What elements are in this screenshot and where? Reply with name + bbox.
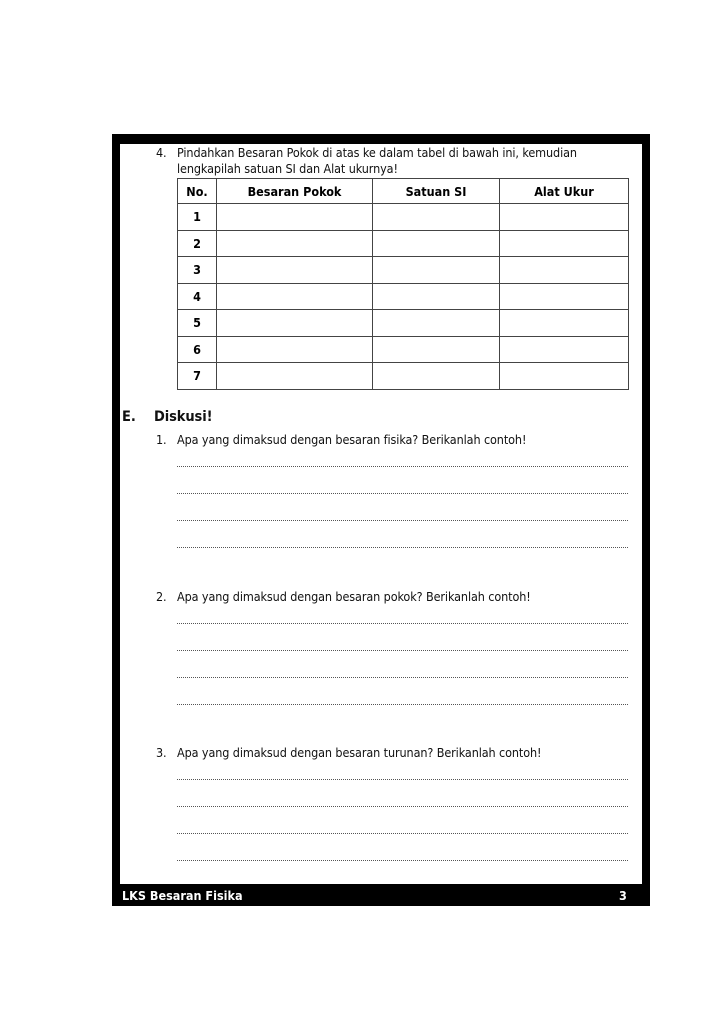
- answer-line[interactable]: [177, 675, 628, 678]
- cell-besaran[interactable]: [217, 257, 373, 284]
- answer-line[interactable]: [177, 702, 628, 705]
- row-number: 4: [178, 283, 217, 310]
- question-2-text: Apa yang dimaksud dengan besaran pokok? Berikanlah contoh!: [177, 589, 531, 604]
- answer-line[interactable]: [177, 777, 628, 780]
- cell-satuan[interactable]: [373, 204, 500, 231]
- cell-besaran[interactable]: [217, 310, 373, 337]
- cell-besaran[interactable]: [217, 230, 373, 257]
- table-row: [178, 283, 629, 310]
- cell-satuan[interactable]: [373, 257, 500, 284]
- question-3-text: Apa yang dimaksud dengan besaran turunan? Berikanlah contoh!: [177, 745, 542, 760]
- cell-alat[interactable]: [500, 257, 629, 284]
- table-row: [178, 336, 629, 363]
- cell-besaran[interactable]: [217, 204, 373, 231]
- table-row: [178, 204, 629, 231]
- question-1-number: 1.: [156, 432, 167, 447]
- cell-satuan[interactable]: [373, 283, 500, 310]
- cell-satuan[interactable]: [373, 310, 500, 337]
- row-number: 6: [178, 336, 217, 363]
- cell-besaran[interactable]: [217, 336, 373, 363]
- cell-satuan[interactable]: [373, 336, 500, 363]
- header-besaran-pokok: Besaran Pokok: [217, 179, 373, 204]
- section-title: Diskusi!: [154, 409, 213, 425]
- table-header-row: [178, 179, 629, 204]
- header-alat-ukur: Alat Ukur: [500, 179, 629, 204]
- answer-line[interactable]: [177, 545, 628, 548]
- cell-satuan[interactable]: [373, 230, 500, 257]
- answer-line[interactable]: [177, 831, 628, 834]
- row-number: 1: [178, 204, 217, 231]
- cell-alat[interactable]: [500, 230, 629, 257]
- header-satuan-si: Satuan SI: [373, 179, 500, 204]
- row-number: 5: [178, 310, 217, 337]
- answer-line[interactable]: [177, 491, 628, 494]
- question-3-number: 3.: [156, 745, 167, 760]
- answer-line[interactable]: [177, 858, 628, 861]
- answer-line[interactable]: [177, 621, 628, 624]
- besaran-pokok-table: [177, 178, 629, 390]
- header-no: No.: [178, 179, 217, 204]
- cell-alat[interactable]: [500, 336, 629, 363]
- table-row: [178, 230, 629, 257]
- table-row: [178, 257, 629, 284]
- cell-satuan[interactable]: [373, 363, 500, 390]
- row-number: 7: [178, 363, 217, 390]
- cell-besaran[interactable]: [217, 283, 373, 310]
- table-row: [178, 310, 629, 337]
- answer-line[interactable]: [177, 648, 628, 651]
- q4-text-line2: lengkapilah satuan SI dan Alat ukurnya!: [177, 161, 398, 176]
- q4-number: 4.: [156, 145, 167, 160]
- cell-alat[interactable]: [500, 363, 629, 390]
- table-row: [178, 363, 629, 390]
- question-1-text: Apa yang dimaksud dengan besaran fisika? Berikanlah contoh!: [177, 432, 527, 447]
- cell-alat[interactable]: [500, 283, 629, 310]
- answer-line[interactable]: [177, 804, 628, 807]
- cell-alat[interactable]: [500, 204, 629, 231]
- answer-line[interactable]: [177, 518, 628, 521]
- cell-alat[interactable]: [500, 310, 629, 337]
- row-number: 2: [178, 230, 217, 257]
- row-number: 3: [178, 257, 217, 284]
- answer-line[interactable]: [177, 464, 628, 467]
- section-letter: E.: [122, 409, 136, 425]
- footer-title: LKS Besaran Fisika: [122, 888, 243, 903]
- cell-besaran[interactable]: [217, 363, 373, 390]
- page-number: 3: [619, 888, 627, 903]
- q4-text-line1: Pindahkan Besaran Pokok di atas ke dalam tabel di bawah ini, kemudian: [177, 145, 577, 160]
- question-2-number: 2.: [156, 589, 167, 604]
